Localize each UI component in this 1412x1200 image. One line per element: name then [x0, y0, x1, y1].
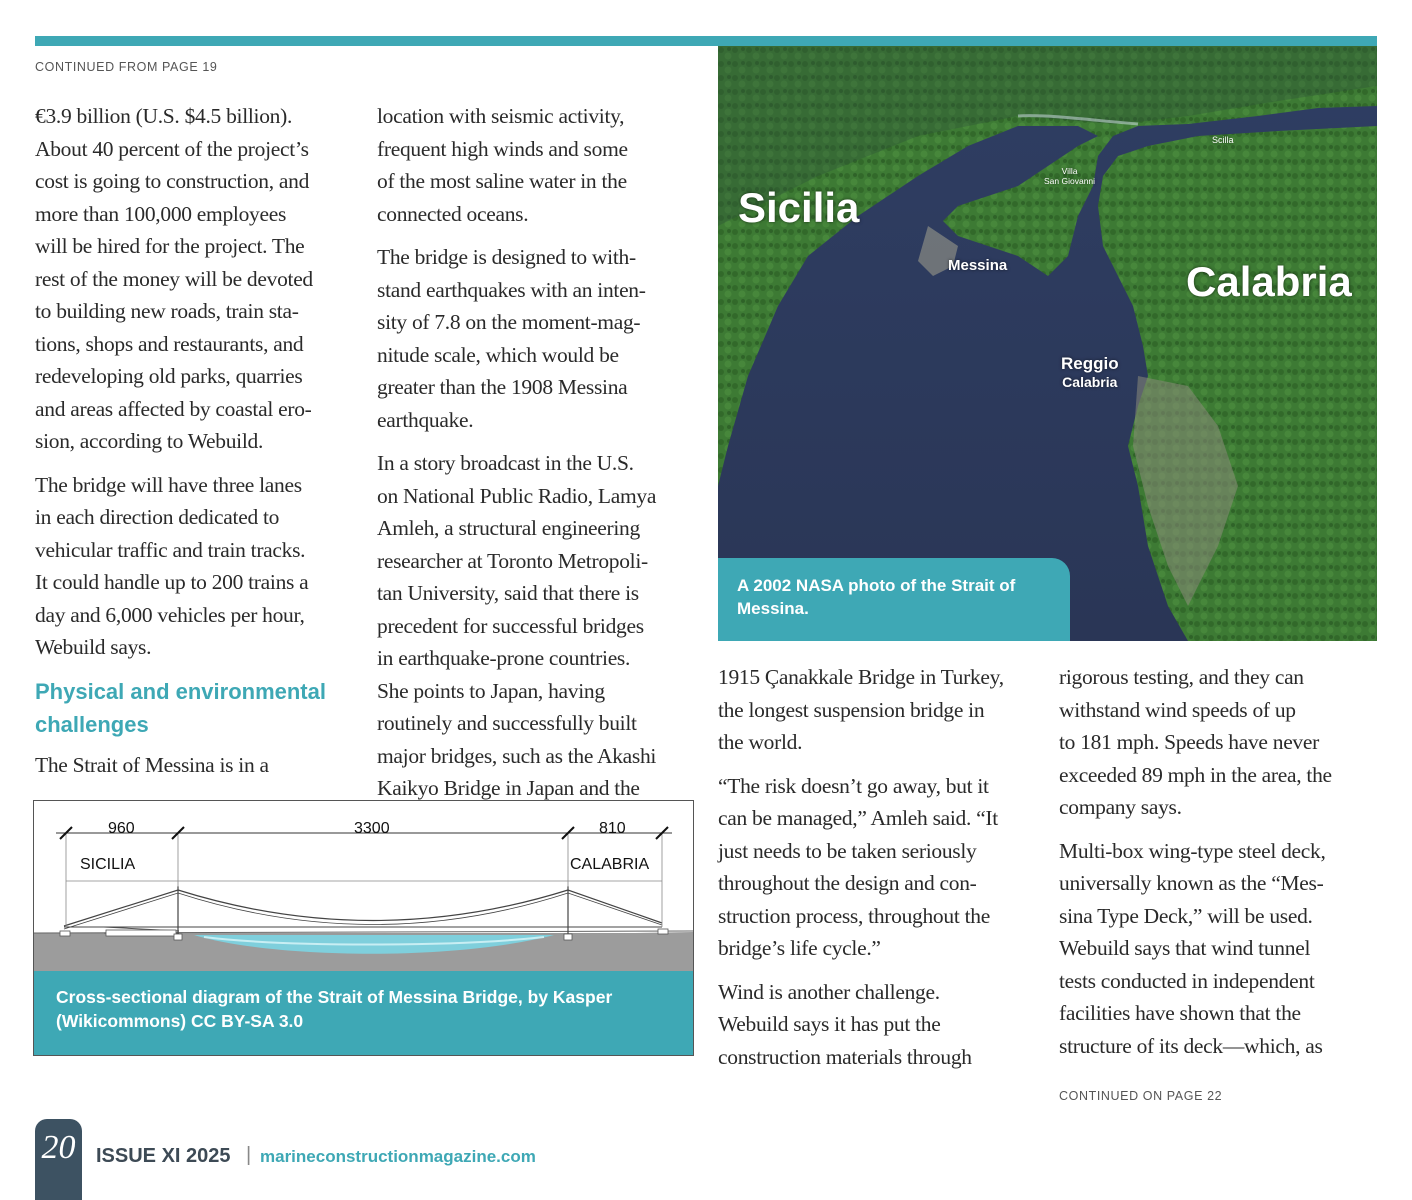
map-label-villa-sub: San Giovanni — [1044, 176, 1096, 186]
text-line: sity of 7.8 on the moment-mag- — [377, 310, 641, 334]
map-label-sicilia: Sicilia — [738, 184, 860, 231]
map-label-calabria: Calabria — [1186, 258, 1352, 305]
text-line: Webuild says it has put the — [718, 1012, 941, 1036]
section-subheading — [35, 675, 353, 741]
text-line: rest of the money will be devoted — [35, 266, 313, 291]
text-line: Amleh, a structural engineering — [377, 516, 640, 540]
text-line: cost is going to construction, and — [35, 169, 310, 193]
text-line: in earthquake-prone countries. — [377, 646, 631, 670]
map-label-reggio-sub: Calabria — [1062, 374, 1118, 390]
text-line: just needs to be taken seriously — [718, 838, 977, 863]
text-line: of the most saline water in the — [377, 169, 627, 193]
text-line: withstand wind speeds of up — [1059, 697, 1296, 722]
text-line: sion, according to Webuild. — [35, 429, 264, 453]
text-line: struction process, throughout the — [718, 903, 990, 928]
text-line: greater than the 1908 Messina — [377, 375, 628, 399]
text-line: structure of its deck—which, as — [1059, 1033, 1323, 1058]
paragraph — [718, 770, 1038, 965]
page-number-box — [35, 1119, 82, 1200]
text-line: frequent high winds and some — [377, 136, 628, 161]
text-line: location with seismic activity, — [377, 104, 625, 128]
text-line: on National Public Radio, Lamya — [377, 483, 657, 508]
text-line: “The risk doesn’t go away, but it — [718, 773, 989, 798]
bridge-cross-section-diagram — [33, 800, 694, 1056]
map-caption: A 2002 NASA photo of the Strait of Messina. — [718, 558, 1070, 641]
top-accent-bar — [35, 36, 1377, 46]
text-line: day and 6,000 vehicles per hour, — [35, 602, 305, 627]
article-column-1 — [35, 100, 353, 792]
map-label-reggio-calabria — [1061, 354, 1119, 392]
paragraph — [35, 469, 353, 664]
text-line: in each direction dedicated to — [35, 505, 280, 529]
diagram-caption: Cross-sectional diagram of the Strait of Messina Bridge, by Kasper (Wikicommons) CC BY-SA 3.0 — [34, 971, 694, 1056]
text-line: more than 100,000 employees — [35, 201, 287, 226]
map-label-villa: Villa — [1061, 166, 1078, 176]
text-line: to 181 mph. Speeds have never — [1059, 730, 1319, 754]
text-line: and areas affected by coastal ero- — [35, 396, 312, 421]
text-line: earthquake. — [377, 407, 474, 432]
text-line: construction materials through — [718, 1044, 972, 1069]
text-line: Physical and environmental — [35, 678, 326, 704]
map-label-messina: Messina — [948, 257, 1008, 274]
article-column-2 — [377, 100, 695, 816]
text-line: major bridges, such as the Akashi — [377, 743, 657, 768]
text-line: vehicular traffic and train tracks. — [35, 537, 306, 562]
text-line: can be managed,” Amleh said. “It — [718, 806, 998, 830]
diagram-label-sicilia: SICILIA — [80, 856, 136, 873]
text-line: the world. — [718, 730, 803, 754]
strait-map-photo — [718, 46, 1377, 641]
diagram-label-right-span: 810 — [599, 820, 626, 837]
text-line: 1915 Çanakkale Bridge in Turkey, — [718, 665, 1004, 689]
paragraph — [718, 661, 1038, 759]
text-line: company says. — [1059, 795, 1182, 819]
article-column-4 — [1059, 661, 1377, 1073]
text-line: tests conducted in independent — [1059, 968, 1315, 993]
text-line: Webuild says that wind tunnel — [1059, 936, 1311, 960]
text-line: Wind is another challenge. — [718, 979, 940, 1004]
text-line: redeveloping old parks, quarries — [35, 364, 303, 388]
text-line: Webuild says. — [35, 635, 152, 659]
text-line: The bridge will have three lanes — [35, 472, 302, 497]
paragraph — [377, 447, 695, 805]
text-line: to building new roads, train sta- — [35, 299, 299, 323]
text-line: tan University, said that there is — [377, 581, 639, 605]
paragraph — [35, 749, 353, 782]
map-label-scilla: Scilla — [1212, 135, 1234, 145]
paragraph — [377, 241, 695, 436]
text-line: nitude scale, which would be — [377, 342, 619, 367]
text-line: tions, shops and restaurants, and — [35, 331, 304, 356]
text-line: The bridge is designed to with- — [377, 245, 636, 269]
text-line: precedent for successful bridges — [377, 613, 644, 638]
article-column-3 — [718, 661, 1038, 1084]
page-number: 20 — [41, 1129, 76, 1166]
paragraph — [35, 100, 353, 458]
text-line: exceeded 89 mph in the area, the — [1059, 762, 1332, 787]
diagram-label-main-span: 3300 — [354, 820, 390, 837]
text-line: challenges — [35, 711, 149, 737]
paragraph — [1059, 835, 1377, 1063]
paragraph — [718, 976, 1038, 1074]
text-line: In a story broadcast in the U.S. — [377, 451, 634, 475]
continued-on-label: CONTINUED ON PAGE 22 — [1059, 1089, 1223, 1103]
text-line: routinely and successfully built — [377, 711, 637, 735]
map-label-reggio: Reggio — [1061, 354, 1119, 373]
diagram-label-calabria: CALABRIA — [570, 856, 650, 873]
text-line: Multi-box wing-type steel deck, — [1059, 838, 1326, 863]
paragraph — [377, 100, 695, 230]
text-line: researcher at Toronto Metropoli- — [377, 548, 648, 573]
text-line: Kaikyo Bridge in Japan and the — [377, 776, 640, 800]
text-line: will be hired for the project. The — [35, 234, 305, 258]
text-line: universally known as the “Mes- — [1059, 871, 1324, 895]
satellite-image — [718, 46, 1377, 641]
text-line: bridge’s life cycle.” — [718, 936, 881, 960]
paragraph — [1059, 661, 1377, 824]
text-line: It could handle up to 200 trains a — [35, 570, 309, 594]
footer-separator: | — [246, 1144, 252, 1166]
text-line: €3.9 billion (U.S. $4.5 billion). — [35, 104, 293, 128]
continued-from-label: CONTINUED FROM PAGE 19 — [35, 60, 218, 74]
issue-label: ISSUE XI 2025 — [96, 1145, 231, 1167]
text-line: sina Type Deck,” will be used. — [1059, 903, 1313, 928]
text-line: stand earthquakes with an inten- — [377, 277, 646, 302]
text-line: She points to Japan, having — [377, 678, 605, 703]
text-line: The Strait of Messina is in a — [35, 752, 269, 777]
diagram-label-left-span: 960 — [108, 820, 135, 837]
text-line: the longest suspension bridge in — [718, 697, 985, 722]
map-label-villa-san-giovanni — [1044, 166, 1095, 186]
text-line: rigorous testing, and they can — [1059, 665, 1304, 689]
website-link[interactable]: marineconstructionmagazine.com — [260, 1147, 536, 1166]
text-line: throughout the design and con- — [718, 871, 977, 895]
text-line: facilities have shown that the — [1059, 1001, 1301, 1025]
text-line: connected oceans. — [377, 201, 529, 226]
text-line: About 40 percent of the project’s — [35, 136, 309, 161]
